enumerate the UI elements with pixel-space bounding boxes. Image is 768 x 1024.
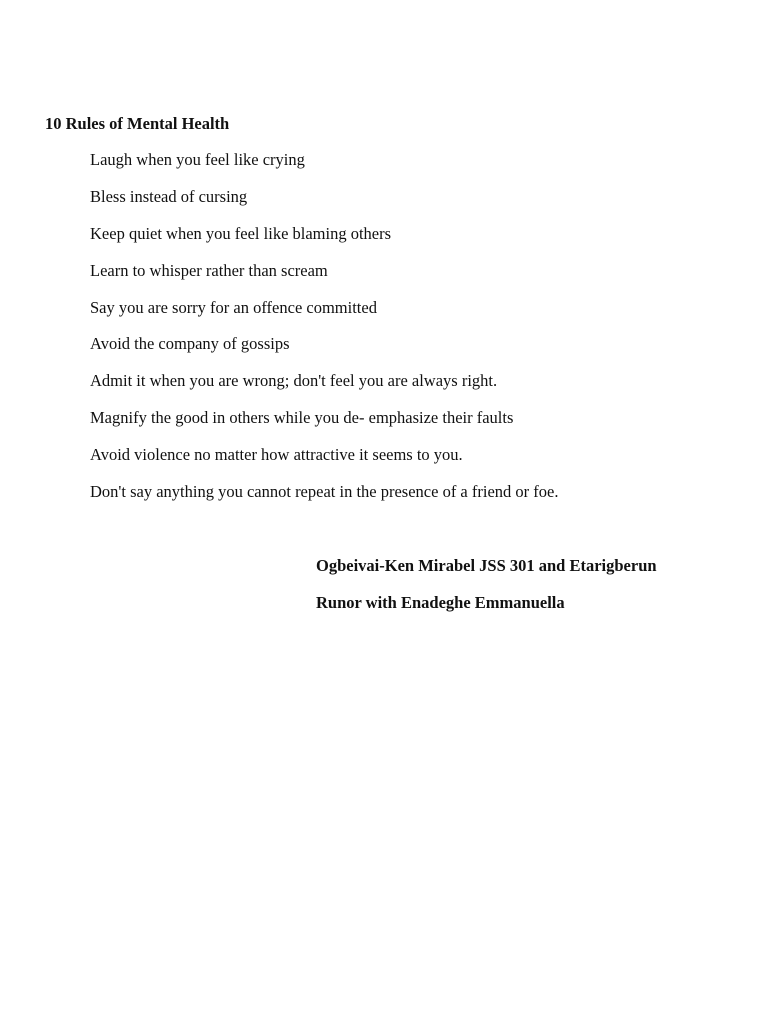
list-item-text: Laugh when you feel like crying	[90, 150, 305, 169]
list-item-text: Admit it when you are wrong; don't feel you are always right.	[90, 371, 498, 391]
signature-line-2: Runor with Enadeghe Emmanuella	[316, 593, 565, 612]
list-item-text: Keep quiet when you feel like blaming others	[90, 223, 392, 243]
list-item-text: Say you are sorry for an offence committed	[90, 297, 377, 317]
list-item-text: Magnify the good in others while you de- emphasize their faults	[90, 408, 514, 428]
list-item-text: Bless instead of cursing	[90, 186, 248, 206]
document-title: 10 Rules of Mental Health	[45, 114, 230, 133]
signature-line-1: Ogbeivai-Ken Mirabel JSS 301 and Etarigberun	[316, 556, 657, 575]
list-item-text: Avoid the company of gossips	[90, 334, 290, 354]
list-item-text: Avoid violence no matter how attractive it seems to you.	[90, 445, 463, 465]
list-item-text: Don't say anything you cannot repeat in the presence of a friend or foe.	[90, 482, 559, 502]
list-item-text: Learn to whisper rather than scream	[90, 260, 328, 280]
